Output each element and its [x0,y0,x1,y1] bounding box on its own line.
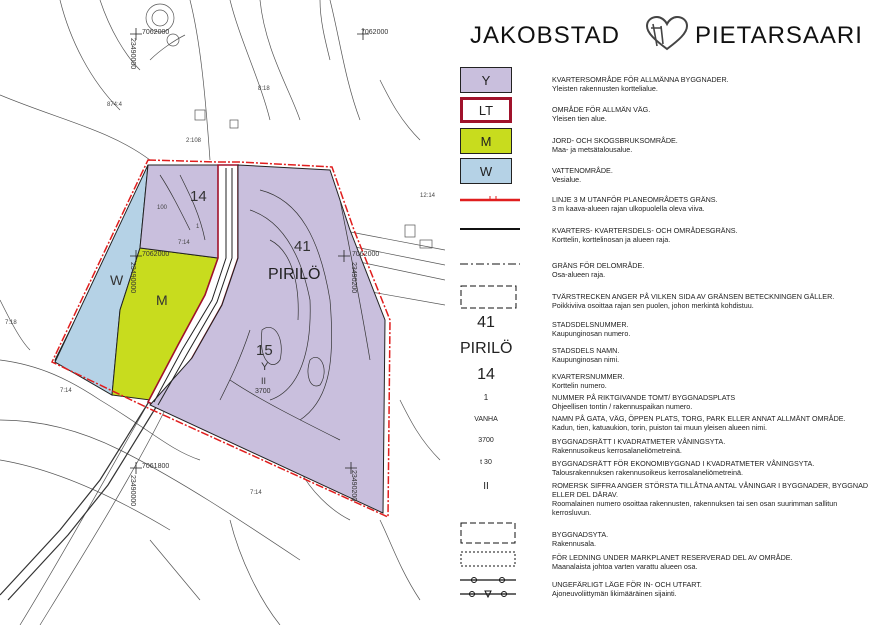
legend-symbol-floors: II [483,481,489,492]
legend-text-lot: NUMMER PÅ RIKTGIVANDE TOMT/ BYGGNADSPLATS Ohjeellisen tontin / rakennuspaikan numero. [552,393,736,411]
building-right-label: 3700 [255,388,271,395]
floors-label: II [261,376,267,386]
lot-area: 100 [157,205,168,211]
solid-line-icon [460,224,520,234]
legend-text-bracket: TVÄRSTRECKEN ANGER PÅ VILKEN SIDA AV GRÄNSEN BETECKNINGEN GÄLLER. Poikkiviiva osoittaa rajan sen puolen, johon merkintä kohdistuu. [552,292,835,310]
area-label: 7:14 [250,490,262,496]
access-icon [460,574,520,600]
legend-text-access: UNGEFÄRLIGT LÄGE FÖR IN- OCH UTFART. Ajoneuvoliittymän likimääräinen sijainti. [552,580,702,598]
coord-label: 23490000 [129,475,136,507]
legend-text-district-name: STADSDELS NAMN. Kaupunginosan nimi. [552,346,620,364]
legend-symbol-street: VANHA [474,416,498,423]
zone-label-y: Y [261,361,269,373]
zone-label-m: M [156,292,168,308]
legend-text-underground: FÖR LEDNING UNDER MARKPLANET RESERVERAD DEL AV OMRÅDE. Maanalaista johtoa varten varattu alueen osa. [552,553,793,571]
coord-label: 7062000 [361,29,389,36]
coord-label: 23490200 [350,262,357,294]
district-name: PIRILÖ [268,266,321,283]
coord-label: 23490000 [129,38,136,70]
legend-text-building-area: BYGGNADSYTA. Rakennusala. [552,530,609,548]
legend-panel [445,0,877,625]
legend-symbol-y: Y [460,67,512,93]
legend-text-m: JORD- OCH SKOGSBRUKSOMRÅDE. Maa- ja metsätalousalue. [552,136,678,154]
title-pietarsaari: PIETARSAARI [695,22,863,49]
heart-logo-icon [645,16,689,52]
bracket-icon [460,285,520,311]
legend-symbol-district-name: PIRILÖ [460,340,513,357]
legend-symbol-lt: LT [460,97,512,123]
legend-text-block-number: KVARTERSNUMMER. Korttelin numero. [552,372,625,390]
area-label: 7:14 [178,240,190,246]
coord-label: 7062000 [352,251,380,258]
legend-text-floor-area: BYGGNADSRÄTT I KVADRATMETER VÅNINGSYTA. Rakennusoikeus kerrosalaneliömetreinä. [552,437,726,455]
legend-text-solid-line: KVARTERS- KVARTERSDELS- OCH OMRÅDESGRÄNS. Korttelin, korttelinosan ja alueen raja. [552,226,738,244]
district-number: 41 [294,238,311,255]
legend-symbol-block-number: 14 [477,366,495,383]
legend-text-red-line: LINJE 3 M UTANFÖR PLANEOMRÅDETS GRÄNS. 3 m kaava-alueen rajan ulkopuolella oleva viiva. [552,195,718,213]
legend-symbol-lot: 1 [483,393,489,402]
area-label: 7:18 [5,320,17,326]
dotted-rect-icon [460,551,520,569]
area-label: 7:14 [60,388,72,394]
area-label: 8:18 [258,86,270,92]
lot-number: 1 [196,224,200,230]
legend-symbol-floor-area: 3700 [478,437,494,444]
coord-label: 23490000 [129,262,136,294]
block-number-top: 14 [190,188,207,205]
legend-symbol-w: W [460,158,512,184]
coord-label: 7062000 [142,29,170,36]
legend-text-floors: ROMERSK SIFFRA ANGER STÖRSTA TILLÅTNA ANTAL VÅNINGAR I BYGGNADER, BYGGNAD ELLER DEL DÄRAV. Roomalainen numero osoittaa rakennusten, rakennuksen tai sen osan suurimman sallitun kerrosluvun. [552,481,869,517]
legend-text-outbuilding: BYGGNADSRÄTT FÖR EKONOMIBYGGNAD I KVADRATMETER VÅNINGSYTA. Talousrakennuksen rakennusoikeus kerrosalaneliömetreinä. [552,459,815,477]
dashed-rect-icon [460,522,520,546]
coord-label: 7062000 [142,251,170,258]
legend-text-y: KVARTERSOMRÅDE FÖR ALLMÄNNA BYGGNADER. Yleisten rakennusten korttelialue. [552,75,729,93]
block-number-main: 15 [256,342,273,359]
area-label: 12:14 [420,193,436,199]
red-line-icon [460,194,520,206]
title-jakobstad: JAKOBSTAD [470,22,620,49]
legend-symbol-m: M [460,128,512,154]
dashdot-line-icon [460,259,520,269]
legend-text-dashdot: GRÄNS FÖR DELOMRÅDE. Osa-alueen raja. [552,261,645,279]
legend-text-district-number: STADSDELSNUMMER. Kaupunginosan numero. [552,320,631,338]
area-label: 2:108 [186,138,202,144]
legend-text-street: NAMN PÅ GATA, VÄG, ÖPPEN PLATS, TORG, PARK ELLER ANNAT ALLMÄNT OMRÅDE. Kadun, tien, katuaukion, torin, puiston tai muun yleisen alueen nimi. [552,414,846,432]
legend-text-w: VATTENOMRÅDE. Vesialue. [552,166,613,184]
area-label: 874:4 [107,102,123,108]
legend-symbol-district-number: 41 [477,314,495,331]
zone-label-w: W [110,272,124,288]
legend-text-lt: OMRÅDE FÖR ALLMÄN VÄG. Yleisen tien alue. [552,105,651,123]
coord-label: 7061800 [142,463,170,470]
legend-symbol-outbuilding: t 30 [480,459,492,466]
coord-label: 23490200 [350,470,357,502]
